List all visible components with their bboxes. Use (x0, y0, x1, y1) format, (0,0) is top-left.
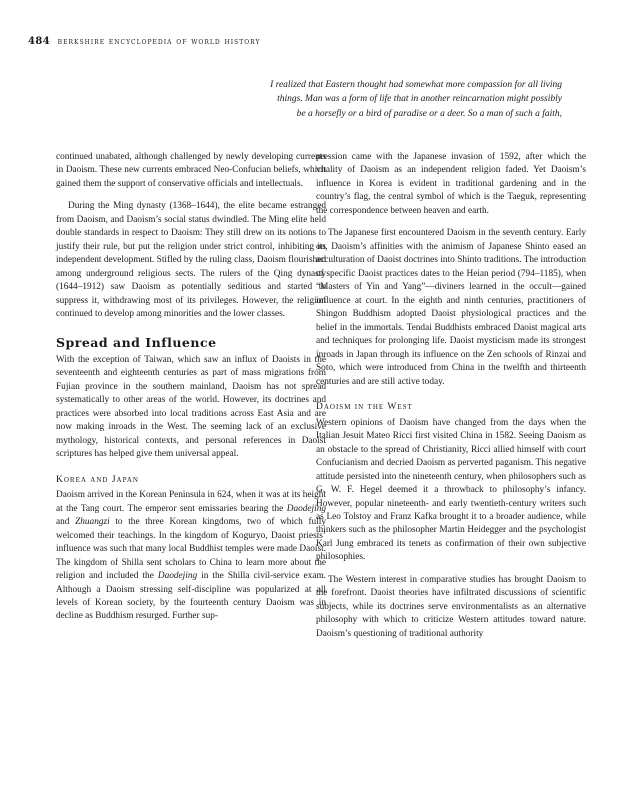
paragraph: With the exception of Taiwan, which saw an influx of Daoists in the seventeenth and eighteenth centuries as part of mass migrations from Fujian province in the southern mainland, Daoism has not spread systematically to other areas of the world. However, its doctrines and practices were absorbed into local traditions across East Asia and are now making inroads in the West. The seeming lack of an exclusive mythology, historical contexts, and personal references in Daoist scriptures has helped give them universal appeal. (56, 354, 326, 460)
subsection-heading-korea: Korea and Japan (56, 474, 139, 485)
page-number: 484 (28, 36, 51, 47)
paragraph: The Western interest in comparative studies has brought Daoism to the forefront. Daoist theories have infiltrated discussions of scientific subjects, while its doctrines serve environmentalists as an alternative philosophy with which to criticize Western attitudes toward nature. Daoism’s questioning of traditional authority (316, 574, 586, 639)
quote-line: be a horsefly or a bird of paradise or a deer. So a man of such a faith, (296, 108, 562, 119)
quote-line: things. Man was a form of life that in another reincarnation might possibly (277, 94, 562, 105)
epigraph-quote (202, 78, 562, 121)
paragraph: Western opinions of Daoism have changed from the days when the Italian Jesuit Mateo Ricci first visited China in 1582. Seeing Daoism as an obstacle to the spread of Christianity, Ricci allied himself with court Confucianism and decried Daoism as perverted paganism. This negative attitude persisted into the nineteenth century, when philosophers such as G. W. F. Hegel deemed it a throwback to philosophy’s infancy. However, popular nineteenth- and early twentieth-century writers such as Leo Tolstoy and Franz Kafka brought it to a broader audience, while thinkers such as the philosopher Martin Heidegger and the psychologist Karl Jung embraced its tenets as confirmation of their own subjective philosophies. (316, 417, 586, 563)
quote-line: I realized that Eastern thought had somewhat more compassion for all living (270, 80, 562, 90)
paragraph: The Japanese first encountered Daoism in the seventh century. Early on, Daoism’s affinities with the animism of Japanese Shinto eased an acculturation of Daoist doctrines into Shinto traditions. The introduction of specific Daoist practices dates to the Heian period (794–1185), when “Masters of Yin and Yang”—diviners learned in the occult—gained influence at court. In the eighth and ninth centuries, practitioners of Shingon Buddhism adopted Daoist physiological practices and the belief in the immortals. Tendai Buddhists embraced Daoist magical arts and techniques for prolonging life. Daoist mysticism made its strongest inroads in Japan through its influence on the Zen schools of Rinzai and Soto, which were introduced from China in the twelfth and thirteenth centuries and are still active today. (316, 228, 586, 387)
paragraph: Daoism arrived in the Korean Peninsula in 624, when it was at its height at the Tang court. The emperor sent emissaries bearing the Daodejing and Zhuangzi to the three Korean kingdoms, two of which fully welcomed their teachings. In the kingdom of Koguryo, Daoist priests’ influence was such that many local Buddhist temples were made Daoist. The kingdom of Shilla sent scholars to China to learn more about the religion and included the Daodejing in the Shilla civil-service exam. Although a Daoism stressing self-discipline was popularized at all levels of Korean society, by the fourteenth century Daoism was in decline as Buddhism resurged. Further sup- (56, 490, 327, 622)
paragraph: continued unabated, although challenged by newly developing currents in Daoism. These new currents embraced Neo-Confucian beliefs, which gained them the support of conservative officials and intellectuals. (56, 152, 326, 189)
running-header (28, 36, 260, 47)
paragraph: pression came with the Japanese invasion of 1592, after which the vitality of Daoism as an independent religion faded. Yet Daoism’s influence in Korea is evident in traditional gardening and in the country’s flag, the central symbol of which is the Taeguk, representing the correspondence between heaven and earth. (316, 152, 586, 216)
right-column (316, 151, 586, 650)
section-heading-spread: Spread and Influence (56, 334, 217, 350)
left-column (56, 151, 326, 633)
paragraph: During the Ming dynasty (1368–1644), the elite became estranged from Daoism, and Daoism’s social status dwindled. The Ming elite held double standards in respect to Daoism: They still drew on its notions to justify their rule, but put the religion under strict control, inhibiting its independent development. Stifled by the ruling class, Daoism flourished among underground religious sects. The rulers of the Qing dynasty (1644–1912) saw Daoism as potentially seditious and started to suppress it, withdrawing most of its privileges. However, the religion continued to develop among minorities and the lower classes. (56, 201, 326, 320)
running-title: berkshire encyclopedia of world history (57, 37, 261, 47)
subsection-heading-west: Daoism in the West (316, 401, 413, 412)
